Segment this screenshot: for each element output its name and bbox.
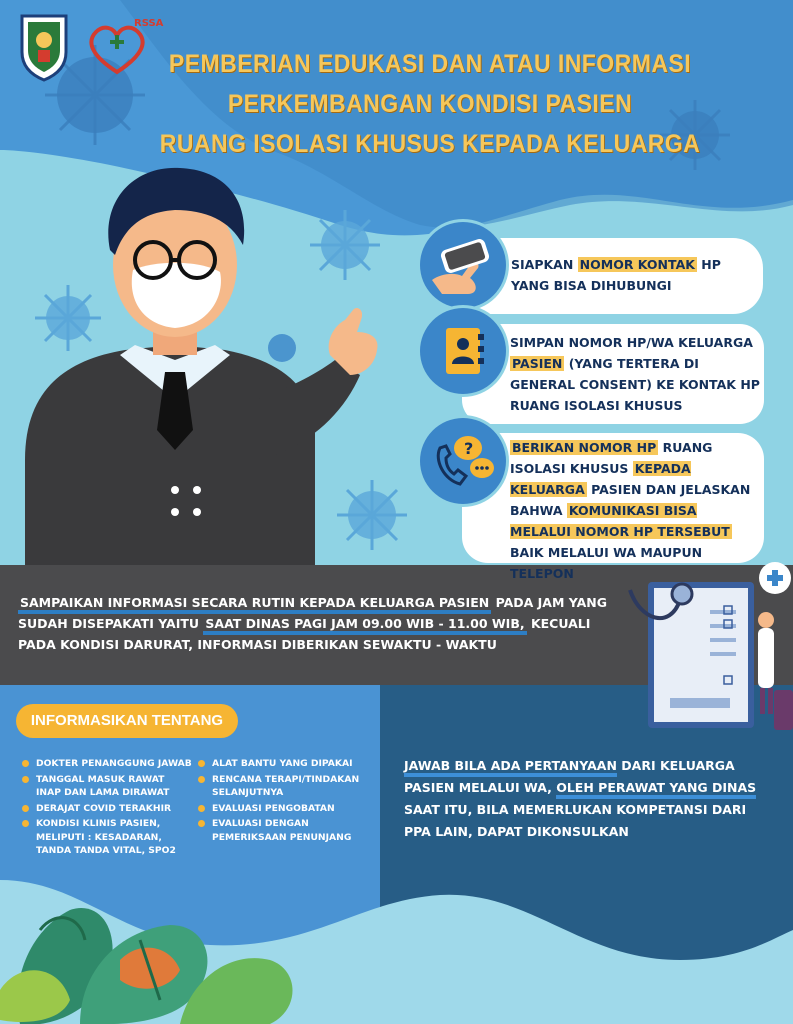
- step-2-icon-circle: [420, 308, 506, 394]
- doctor-illustration: [15, 160, 405, 565]
- info-item: DERAJAT COVID TERAKHIR: [22, 802, 192, 816]
- answer-text-2: SAAT ITU, BILA MEMERLUKAN KOMPETANSI DARI PPA LAIN, DAPAT DIKONSULKAN: [404, 802, 747, 839]
- step-3-text-3: BAIK MELALUI WA MAUPUN TELEPON: [510, 545, 703, 581]
- plant-decoration: [0, 870, 320, 1024]
- step-3-highlight-1: BERIKAN NOMOR HP: [512, 440, 657, 455]
- info-heading: INFORMASIKAN TENTANG: [30, 712, 224, 729]
- info-item: EVALUASI DENGAN PEMERIKSAAN PENUNJANG: [198, 817, 370, 844]
- info-item: RENCANA TERAPI/TINDAKAN SELANJUTNYA: [198, 773, 370, 800]
- step-1-text-end: HP YANG BISA DIHUBUNGI: [511, 257, 721, 293]
- title-line-3: RUANG ISOLASI KHUSUS KEPADA KELUARGA: [159, 130, 701, 158]
- step-1-text: SIAPKAN: [511, 257, 578, 272]
- step-3-box: [462, 433, 764, 581]
- answer-highlight-2: OLEH PERAWAT YANG DINAS: [556, 780, 756, 799]
- info-item: ALAT BANTU YANG DIPAKAI: [198, 757, 370, 771]
- step-3-text-2: PASIEN DAN JELASKAN BAHWA: [510, 482, 751, 518]
- info-item: KONDISI KLINIS PASIEN, MELIPUTI : KESADARAN, TANDA TANDA VITAL, SPO2: [22, 817, 192, 858]
- info-list-left: [22, 757, 192, 860]
- hospital-logo-text: RSSA: [134, 18, 164, 29]
- call-chat-icon: [420, 418, 506, 504]
- province-logo: [18, 12, 70, 82]
- info-list-right: [198, 757, 370, 846]
- title-line-2: PERKEMBANGAN KONDISI PASIEN: [227, 90, 633, 118]
- band-highlight-2: SAAT DINAS PAGI JAM 09.00 WIB - 11.00 WIB,: [203, 616, 526, 635]
- step-1-highlight: NOMOR KONTAK: [579, 257, 695, 272]
- band-highlight-1: SAMPAIKAN INFORMASI SECARA RUTIN KEPADA KELUARGA PASIEN: [18, 595, 491, 614]
- info-item: TANGGAL MASUK RAWAT INAP DAN LAMA DIRAWAT: [22, 773, 192, 800]
- step-3-text-1: RUANG ISOLASI KHUSUS: [510, 440, 713, 476]
- step-3-highlight-3: KOMUNIKASI BISA MELALUI NOMOR HP TERSEBUT: [510, 503, 730, 539]
- answer-instructions: [404, 755, 774, 843]
- answer-highlight-1: JAWAB BILA ADA PERTANYAAN: [404, 758, 617, 777]
- title-line-1: PEMBERIAN EDUKASI DAN ATAU INFORMASI: [168, 50, 692, 78]
- band-text-1: PADA JAM YANG SUDAH DISEPAKATI YAITU: [18, 595, 608, 631]
- step-1-icon-circle: [420, 222, 506, 308]
- phone-icon: [420, 222, 506, 308]
- band-text-2: KECUALI PADA KONDISI DARURAT, INFORMASI DIBERIKAN SEWAKTU - WAKTU: [18, 616, 591, 652]
- step-2-text: SIMPAN NOMOR HP/WA KELUARGA: [510, 335, 753, 350]
- info-item: EVALUASI PENGOBATAN: [198, 802, 370, 816]
- step-2-box: [462, 324, 764, 424]
- answer-text-1: DARI KELUARGA PASIEN MELALUI WA,: [404, 758, 735, 795]
- step-3-icon-circle: [420, 418, 506, 504]
- info-heading-pill: [16, 704, 238, 738]
- clipboard-illustration: [620, 560, 793, 735]
- info-item: DOKTER PENANGGUNG JAWAB: [22, 757, 192, 771]
- step-2-text-end: (YANG TERTERA DI GENERAL CONSENT) KE KONTAK HP RUANG ISOLASI KHUSUS: [510, 356, 760, 413]
- step-2-highlight: PASIEN: [512, 356, 563, 371]
- routine-info-text: [18, 592, 618, 655]
- svg-text:?: ?: [464, 439, 474, 458]
- contact-book-icon: [420, 308, 506, 394]
- page-title: [136, 44, 725, 164]
- step-3-highlight-2: KEPADA KELUARGA: [510, 461, 691, 497]
